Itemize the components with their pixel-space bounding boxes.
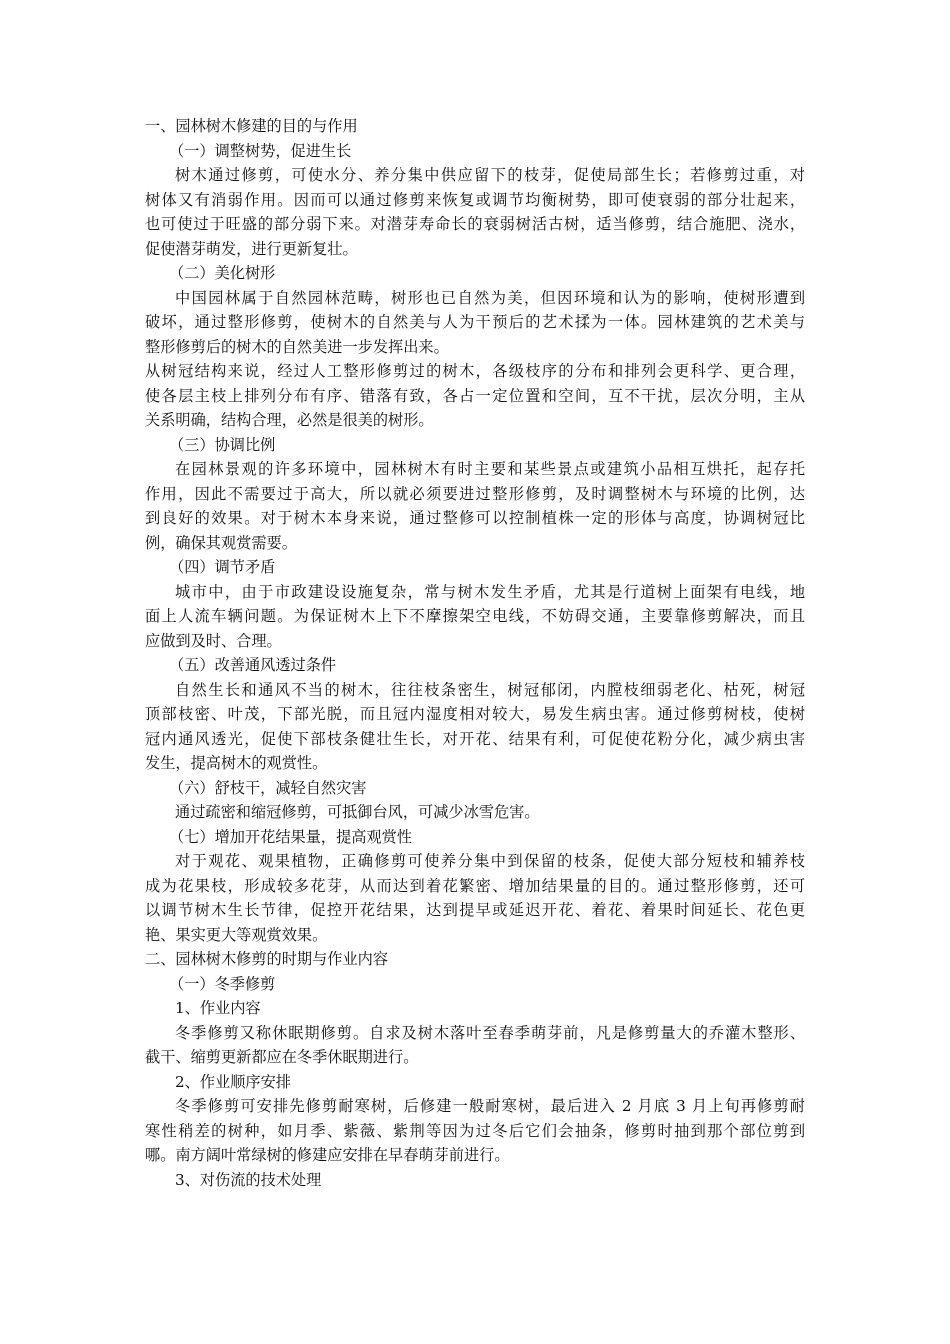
text-line: 树体又有消弱作用。因而可以通过修剪来恢复或调节均衡树势，即可使衰弱的部分壮起来，: [145, 190, 805, 209]
text-line: 整形修剪后的树木的自然美进一步发挥出来。: [145, 337, 449, 356]
text-line: 1、作业内容: [175, 999, 261, 1017]
text-line: 自然生长和通风不当的树木，往往枝条密生，树冠郁闭，内膛枝细弱老化、枯死，树冠: [175, 680, 805, 699]
subsection-heading: （四）调节矛盾: [169, 558, 276, 576]
subsection-heading: （一）冬季修剪: [169, 974, 276, 993]
text-line: 顶部枝密、叶茂，下部光脱，而且冠内湿度相对较大，易发生病虫害。通过修剪树枝，使树: [145, 705, 805, 723]
subsection-heading: （七）增加开花结果量，提高观赏性: [169, 827, 412, 846]
text-line: 树木通过修剪，可使水分、养分集中供应留下的枝芽，促使局部生长；若修剪过重，对: [175, 166, 805, 184]
text-line: 寒性稍差的树种，如月季、紫薇、紫荆等因为过冬后它们会抽条，修剪时抽到那个部位剪到: [145, 1121, 805, 1140]
text-line: 通过疏密和缩冠修剪，可抵御台风，可减少冰雪危害。: [175, 803, 540, 821]
subsection-heading: （三）协调比例: [169, 435, 276, 454]
text-line: 以调节树木生长节律，促控开花结果，达到提早或延迟开花、着花、着果时间延长、花色更: [145, 901, 805, 919]
text-line: 作用，因此不需要过于高大，所以就必须要进过整形修剪，及时调整树木与环境的比例，达: [145, 484, 805, 503]
text-line: 使各层主枝上排列分布有序、错落有致，各占一定位置和空间，互不干扰，层次分明，主从: [145, 386, 805, 405]
text-line: 截干、缩剪更新都应在冬季休眠期进行。: [145, 1048, 419, 1066]
text-line: 应做到及时、合理。: [145, 631, 282, 650]
subsection-heading: （一）调整树势，促进生长: [169, 141, 352, 160]
text-line: 冬季修剪又称休眠期修剪。自求及树木落叶至春季萌芽前，凡是修剪量大的乔灌木整形、: [175, 1023, 805, 1042]
text-line: 从树冠结构来说，经过人工整形修剪过的树木，各级枝序的分布和排列会更科学、更合理，: [145, 362, 805, 380]
text-line: 面上人流车辆问题。为保证树木上下不摩擦架空电线，不妨碍交通，主要靠修剪解决，而且: [145, 607, 805, 625]
section-heading: 一、园林树木修建的目的与作用: [145, 117, 358, 135]
text-line: 哪。南方阔叶常绿树的修建应安排在早春萌芽前进行。: [145, 1146, 510, 1164]
text-line: 也可使过于旺盛的部分弱下来。对潜芽寿命长的衰弱树活古树，适当修剪，结合施肥、浇水，: [145, 215, 805, 233]
section-heading: 二、园林树木修剪的时期与作业内容: [145, 950, 388, 968]
text-line: 成为花果枝，形成较多花芽，从而达到着花繁密、增加结果量的目的。通过整形修剪，还可: [145, 876, 805, 895]
text-line: 2、作业顺序安排: [175, 1072, 291, 1091]
text-line: 例，确保其观赏需要。: [145, 533, 297, 552]
text-line: 对于观花、观果植物，正确修剪可使养分集中到保留的枝条，促使大部分短枝和辅养枝: [175, 852, 805, 870]
subsection-heading: （五）改善通风透过条件: [169, 656, 337, 674]
subsection-heading: （二）美化树形: [169, 264, 276, 282]
subsection-heading: （六）舒枝干，减轻自然灾害: [169, 778, 367, 797]
text-line: 破坏，通过整形修剪，使树木的自然美与人为干预后的艺术揉为一体。园林建筑的艺术美与: [145, 313, 805, 331]
text-line: 在园林景观的许多环境中，园林树木有时主要和某些景点或建筑小品相互烘托，起存托: [175, 460, 805, 478]
text-line: 3、对伤流的技术处理: [175, 1170, 322, 1189]
text-line: 艳、果实更大等观赏效果。: [145, 925, 328, 944]
text-line: 到良好的效果。对于树木本身来说，通过整修可以控制植株一定的形体与高度，协调树冠比: [145, 509, 805, 527]
text-line: 发生，提高树木的观赏性。: [145, 754, 328, 772]
document-page: [145, 114, 805, 1192]
text-line: 冬季修剪可安排先修剪耐寒树，后修建一般耐寒树，最后进入 2 月底 3 月上旬再修剪耐: [175, 1097, 805, 1115]
text-line: 关系明确，结构合理，必然是很美的树形。: [145, 411, 434, 429]
text-line: 促使潜芽萌发，进行更新复壮。: [145, 239, 358, 258]
text-line: 冠内通风透光，促使下部枝条健壮生长，对开花、结果有利，可促使花粉分化，减少病虫害: [145, 729, 805, 748]
text-line: 城市中，由于市政建设设施复杂，常与树木发生矛盾，尤其是行道树上面架有电线，地: [175, 582, 805, 601]
text-line: 中国园林属于自然园林范畴，树形也已自然为美，但因环境和认为的影响，使树形遭到: [175, 288, 805, 307]
